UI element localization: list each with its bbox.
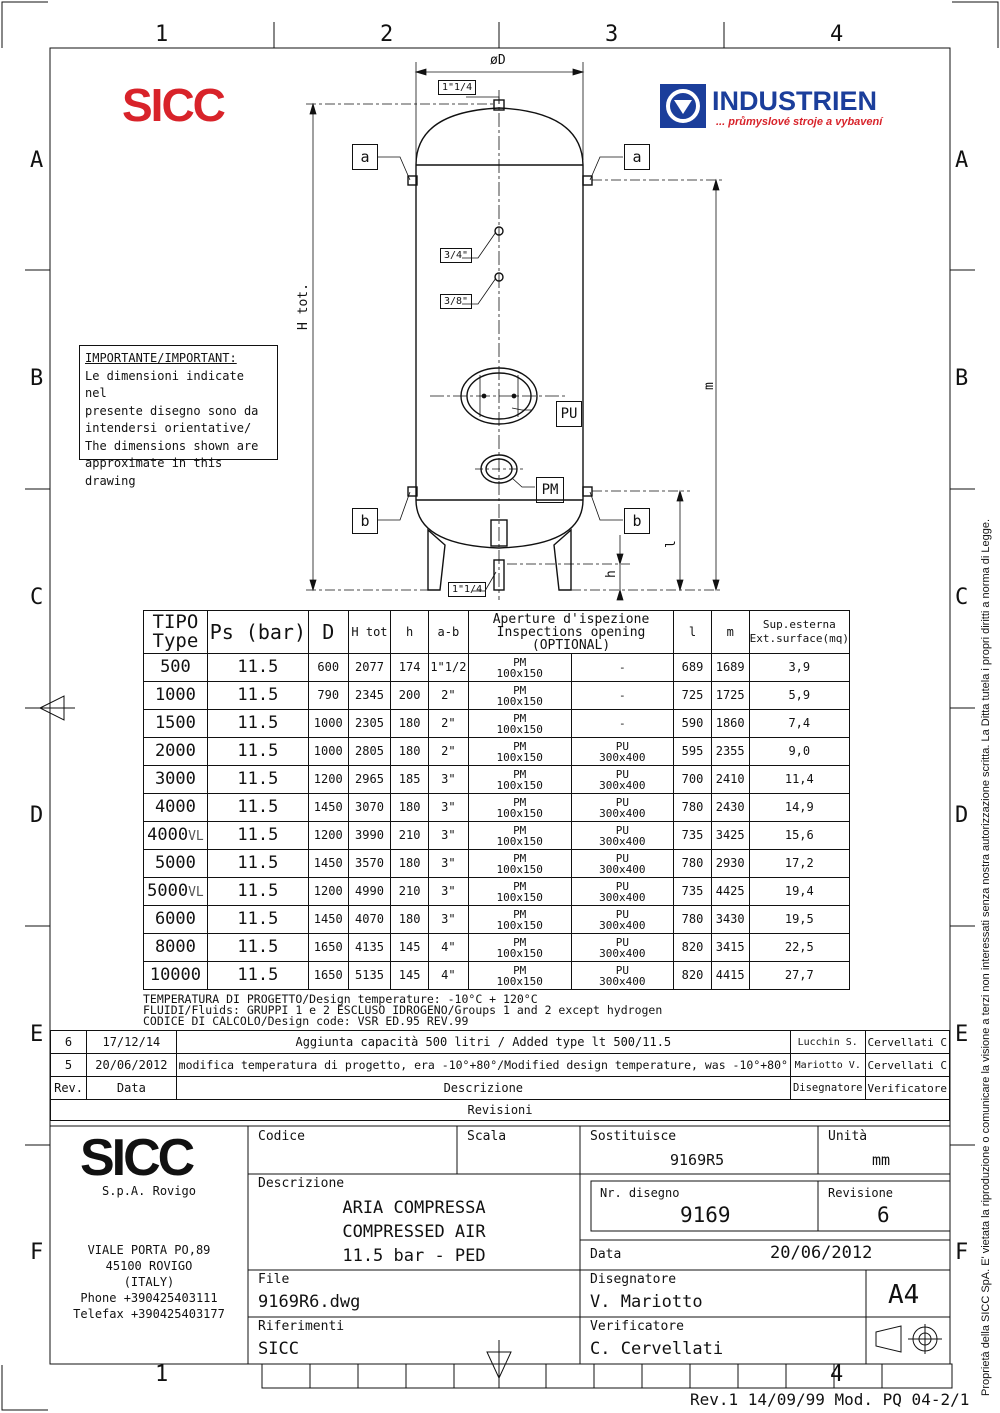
cell-surf: 27,7 (749, 962, 849, 990)
company-subtitle: S.p.A. Rovigo (102, 1184, 196, 1198)
dim-h-tot: H tot. (296, 283, 311, 330)
header-ps: Ps (bar) (207, 611, 308, 654)
company-address (50, 1242, 248, 1322)
cell-h: 174 (391, 654, 429, 682)
pm-size: 100x150 (496, 974, 543, 988)
note-line: The dimensions shown are (85, 438, 259, 453)
header-ab: a-b (428, 611, 468, 654)
pm-label: PM (513, 655, 527, 669)
pm-size: 100x150 (496, 890, 543, 904)
cell-d: 1450 (308, 906, 348, 934)
pm-label: PM (513, 739, 527, 753)
cell-l: 780 (674, 906, 712, 934)
cell-d: 600 (308, 654, 348, 682)
pu-label: PU (615, 767, 629, 781)
descrizione-line: COMPRESSED AIR (342, 1222, 486, 1242)
cell-h: 180 (391, 738, 429, 766)
address-line: VIALE PORTA PO,89 (87, 1243, 211, 1257)
design-temperature: TEMPERATURA DI PROGETTO/Design temperature: -10°C + 120°C (143, 992, 538, 1006)
row-letter-d: D (30, 803, 44, 828)
data-value: 20/06/2012 (770, 1243, 873, 1263)
type-value: 500 (160, 656, 191, 677)
pu-label: PU (615, 963, 629, 977)
cell-surf: 7,4 (749, 710, 849, 738)
col-number-2: 2 (380, 22, 394, 47)
verificatore-label: Verificatore (590, 1319, 684, 1334)
pm-label: PM (513, 879, 527, 893)
pu-size: 300x400 (599, 806, 646, 820)
pm-label: PM (513, 823, 527, 837)
cell-surf: 17,2 (749, 850, 849, 878)
pm-size: 100x150 (496, 862, 543, 876)
rev-description: Aggiunta capacità 500 litri / Added type lt 500/11.5 (176, 1031, 790, 1054)
cell-d: 1000 (308, 710, 348, 738)
sicc-logo-top: SICC (122, 79, 224, 131)
col-number-4-bottom: 4 (830, 1362, 844, 1387)
cell-ps: 11.5 (207, 934, 308, 962)
rev-checker: Cervellati C (865, 1031, 950, 1054)
cell-m: 1860 (711, 710, 749, 738)
cell-m: 2355 (711, 738, 749, 766)
cell-h: 210 (391, 878, 429, 906)
row-letter-a: A (30, 148, 44, 173)
pm-size: 100x150 (496, 918, 543, 932)
rev-number: 6 (51, 1031, 87, 1054)
revisione-value: 6 (877, 1203, 890, 1227)
pm-label: PM (513, 711, 527, 725)
pm-size: 100x150 (496, 750, 543, 764)
header-type: TIPO Type (144, 611, 208, 654)
cell-l: 820 (674, 934, 712, 962)
sostituisce-value: 9169R5 (670, 1151, 725, 1169)
pu-size: 300x400 (599, 890, 646, 904)
cell-h: 210 (391, 822, 429, 850)
col-number-3: 3 (605, 22, 619, 47)
cell-ps: 11.5 (207, 822, 308, 850)
industrien-logo-title: INDUSTRIEN (712, 86, 878, 116)
cell-ab: 3" (428, 794, 468, 822)
pm-size: 100x150 (496, 694, 543, 708)
design-code: CODICE DI CALCOLO/Design code: VSR ED.95 REV.99 (143, 1014, 469, 1028)
cell-ps: 11.5 (207, 850, 308, 878)
cell-ab: 3" (428, 766, 468, 794)
cell-m: 1725 (711, 682, 749, 710)
file-value: 9169R6.dwg (258, 1292, 361, 1312)
pm-size: 100x150 (496, 666, 543, 680)
conn-label-34: 3/4" (440, 248, 472, 263)
pu-size: 300x400 (599, 918, 646, 932)
cell-d: 1650 (308, 934, 348, 962)
pu-label: - (619, 717, 626, 730)
pu-size: 300x400 (599, 974, 646, 988)
cell-l: 735 (674, 878, 712, 906)
cell-h: 145 (391, 962, 429, 990)
cell-htot: 2965 (348, 766, 391, 794)
pm-label: PM (513, 935, 527, 949)
cell-ps: 11.5 (207, 878, 308, 906)
pu-size: 300x400 (599, 834, 646, 848)
pu-label: PU (615, 851, 629, 865)
cell-m: 3430 (711, 906, 749, 934)
row-letter-e: E (30, 1022, 44, 1047)
cell-l: 725 (674, 682, 712, 710)
note-line: approximate in this drawing (85, 456, 223, 488)
cell-htot: 3070 (348, 794, 391, 822)
cell-htot: 4135 (348, 934, 391, 962)
label-a-left: a (352, 144, 378, 170)
cell-htot: 5135 (348, 962, 391, 990)
cell-m: 4415 (711, 962, 749, 990)
rev-header-designer: Disegnatore (790, 1077, 865, 1100)
cell-m: 3425 (711, 822, 749, 850)
type-value: 8000 (154, 936, 196, 957)
cell-h: 185 (391, 766, 429, 794)
type-value: 1500 (154, 712, 196, 733)
type-value: 2000 (154, 740, 196, 761)
pu-label: PU (615, 823, 629, 837)
sicc-logo-bottom: SICC (80, 1129, 193, 1187)
pm-label: PM (513, 963, 527, 977)
header-surface: Sup.esterna Ext.surface(mq) (749, 611, 849, 654)
row-letter-a-right: A (955, 148, 969, 173)
pu-label: PU (615, 739, 629, 753)
conn-label-bottom: 1"1/4 (448, 582, 486, 597)
type-suffix: VL (188, 884, 204, 900)
cell-l: 735 (674, 822, 712, 850)
cell-l: 700 (674, 766, 712, 794)
col-number-4: 4 (830, 22, 844, 47)
cell-htot: 2077 (348, 654, 391, 682)
row-letter-c: C (30, 585, 44, 610)
row-letter-f: F (30, 1240, 44, 1265)
cell-h: 180 (391, 710, 429, 738)
note-line: Le dimensioni indicate nel (85, 368, 244, 400)
cell-m: 2930 (711, 850, 749, 878)
dim-phi-d: øD (490, 53, 506, 68)
cell-htot: 4070 (348, 906, 391, 934)
col-number-1: 1 (155, 22, 169, 47)
design-fluids: FLUIDI/Fluids: GRUPPI 1 e 2 ESCLUSO IDROGENO/Groups 1 and 2 except hydrogen (143, 1003, 663, 1017)
pm-label: PM (513, 907, 527, 921)
cell-ps: 11.5 (207, 682, 308, 710)
note-line: intendersi orientative/ (85, 421, 252, 435)
cell-m: 2430 (711, 794, 749, 822)
cell-ab: 3" (428, 850, 468, 878)
label-pm: PM (536, 477, 564, 503)
note-title: IMPORTANTE/IMPORTANT: (85, 351, 237, 365)
footer-module: Rev.1 14/09/99 Mod. PQ 04-2/1 (690, 1390, 970, 1409)
type-value: 1000 (154, 684, 196, 705)
type-value: 5000 (147, 880, 189, 901)
cell-l: 595 (674, 738, 712, 766)
cell-surf: 22,5 (749, 934, 849, 962)
cell-h: 145 (391, 934, 429, 962)
pu-label: PU (615, 935, 629, 949)
cell-l: 689 (674, 654, 712, 682)
cell-d: 1200 (308, 822, 348, 850)
cell-htot: 3570 (348, 850, 391, 878)
type-value: 3000 (154, 768, 196, 789)
descrizione-line: 11.5 bar - PED (342, 1246, 486, 1266)
cell-h: 180 (391, 850, 429, 878)
cell-d: 790 (308, 682, 348, 710)
pu-size: 300x400 (599, 946, 646, 960)
header-inspection: Aperture d'ispezione Inspections opening (OPTIONAL) (468, 611, 673, 654)
rev-header-rev: Rev. (51, 1077, 87, 1100)
sostituisce-label: Sostituisce (590, 1129, 677, 1144)
pm-label: PM (513, 767, 527, 781)
disegnatore-value: V. Mariotto (590, 1292, 703, 1312)
pm-size: 100x150 (496, 834, 543, 848)
header-h: h (391, 611, 429, 654)
cell-l: 820 (674, 962, 712, 990)
row-letter-b-right: B (955, 366, 969, 391)
rev-header-date: Data (87, 1077, 177, 1100)
cell-h: 180 (391, 906, 429, 934)
pu-label: - (619, 689, 626, 702)
format-value: A4 (888, 1280, 920, 1310)
cell-htot: 4990 (348, 878, 391, 906)
dim-m: m (702, 382, 717, 390)
col-number-1-bottom: 1 (155, 1362, 169, 1387)
cell-htot: 2305 (348, 710, 391, 738)
dim-l: l (664, 540, 679, 548)
industrien-logo-tagline: ... průmyslové stroje a vybavení (716, 116, 883, 128)
header-htot: H tot (348, 611, 391, 654)
pu-size: 300x400 (599, 862, 646, 876)
address-line: Phone +390425403111 (80, 1291, 218, 1305)
pu-size: 300x400 (599, 778, 646, 792)
type-value: 5000 (154, 852, 196, 873)
cell-surf: 14,9 (749, 794, 849, 822)
cell-l: 780 (674, 850, 712, 878)
address-line: 45100 ROVIGO (105, 1259, 193, 1273)
label-pu: PU (556, 401, 582, 427)
pu-size: 300x400 (599, 750, 646, 764)
pm-label: PM (513, 851, 527, 865)
cell-ab: 3" (428, 822, 468, 850)
pm-size: 100x150 (496, 946, 543, 960)
note-line: presente disegno sono da (85, 403, 259, 418)
cell-ab: 1"1/2 (428, 654, 468, 682)
cell-ps: 11.5 (207, 962, 308, 990)
cell-htot: 2805 (348, 738, 391, 766)
pm-size: 100x150 (496, 722, 543, 736)
row-letter-c-right: C (955, 585, 969, 610)
row-letter-f-right: F (955, 1240, 969, 1265)
cell-ab: 3" (428, 906, 468, 934)
cell-ps: 11.5 (207, 766, 308, 794)
header-l: l (674, 611, 712, 654)
rev-designer: Lucchin S. (790, 1031, 865, 1054)
label-b-left: b (352, 508, 378, 534)
rev-number: 5 (51, 1054, 87, 1077)
cell-ps: 11.5 (207, 794, 308, 822)
cell-m: 3415 (711, 934, 749, 962)
cell-l: 780 (674, 794, 712, 822)
descrizione-label: Descrizione (258, 1176, 345, 1191)
file-label: File (258, 1272, 290, 1287)
verificatore-value: C. Cervellati (590, 1339, 724, 1359)
type-value: 4000 (154, 796, 196, 817)
cell-htot: 2345 (348, 682, 391, 710)
cell-h: 180 (391, 794, 429, 822)
pm-label: PM (513, 683, 527, 697)
nr-disegno-value: 9169 (680, 1203, 731, 1227)
label-b-right: b (624, 508, 650, 534)
scala-label: Scala (467, 1129, 507, 1144)
cell-m: 4425 (711, 878, 749, 906)
cell-surf: 3,9 (749, 654, 849, 682)
address-line: Telefax +390425403177 (73, 1307, 225, 1321)
cell-d: 1450 (308, 850, 348, 878)
cell-m: 1689 (711, 654, 749, 682)
cell-surf: 11,4 (749, 766, 849, 794)
disegnatore-label: Disegnatore (590, 1272, 677, 1287)
rev-description: modifica temperatura di progetto, era -10°+80°/Modified design temperature, was -10°+80° (176, 1054, 790, 1077)
address-line: (ITALY) (123, 1275, 175, 1289)
pm-size: 100x150 (496, 778, 543, 792)
riferimenti-label: Riferimenti (258, 1319, 345, 1334)
row-letter-b: B (30, 366, 44, 391)
cell-ab: 2" (428, 738, 468, 766)
pu-label: PU (615, 795, 629, 809)
pu-label: PU (615, 907, 629, 921)
rev-checker: Cervellati C (865, 1054, 950, 1077)
pu-label: - (619, 661, 626, 674)
cell-ab: 4" (428, 962, 468, 990)
row-letter-d-right: D (955, 803, 969, 828)
rev-header-checker: Verificatore (865, 1077, 950, 1100)
cell-surf: 19,5 (749, 906, 849, 934)
cell-ab: 2" (428, 710, 468, 738)
cell-surf: 9,0 (749, 738, 849, 766)
cell-ab: 3" (428, 878, 468, 906)
revisione-label: Revisione (828, 1186, 894, 1200)
type-value: 6000 (154, 908, 196, 929)
cell-ps: 11.5 (207, 906, 308, 934)
cell-surf: 5,9 (749, 682, 849, 710)
rev-date: 17/12/14 (87, 1031, 177, 1054)
nr-disegno-label: Nr. disegno (600, 1186, 680, 1200)
type-suffix: VL (188, 828, 204, 844)
rev-date: 20/06/2012 (87, 1054, 177, 1077)
type-value: 10000 (149, 964, 202, 985)
cell-l: 590 (674, 710, 712, 738)
conn-label-38: 3/8" (440, 294, 472, 309)
row-letter-e-right: E (955, 1022, 969, 1047)
cell-d: 1200 (308, 766, 348, 794)
cell-d: 1000 (308, 738, 348, 766)
cell-ps: 11.5 (207, 710, 308, 738)
cell-surf: 19,4 (749, 878, 849, 906)
cell-h: 200 (391, 682, 429, 710)
ownership-note: Proprietà della SICC SpA. E' vietata la riproduzione o comunicare la visione a terzi non interessati senza nostra autorizzazione scritta. La Ditta tutela i propri diritti a norma di Legge. (980, 518, 992, 1396)
codice-label: Codice (258, 1129, 305, 1144)
descrizione-line: ARIA COMPRESSA (342, 1198, 486, 1218)
cell-ab: 4" (428, 934, 468, 962)
descrizione-value (248, 1196, 580, 1268)
label-a-right: a (624, 144, 650, 170)
header-m: m (711, 611, 749, 654)
conn-label-top: 1"1/4 (438, 80, 476, 95)
cell-surf: 15,6 (749, 822, 849, 850)
unita-value: mm (872, 1151, 891, 1169)
cell-d: 1650 (308, 962, 348, 990)
unita-label: Unità (828, 1129, 868, 1144)
rev-header-desc: Descrizione (176, 1077, 790, 1100)
rev-designer: Mariotto V. (790, 1054, 865, 1077)
riferimenti-value: SICC (258, 1339, 299, 1359)
type-value: 4000 (147, 824, 189, 845)
cell-d: 1450 (308, 794, 348, 822)
cell-d: 1200 (308, 878, 348, 906)
cell-htot: 3990 (348, 822, 391, 850)
pm-size: 100x150 (496, 806, 543, 820)
dim-h: h (604, 570, 619, 578)
revisions-title: Revisioni (51, 1100, 950, 1121)
cell-ab: 2" (428, 682, 468, 710)
cell-m: 2410 (711, 766, 749, 794)
cell-ps: 11.5 (207, 654, 308, 682)
cell-ps: 11.5 (207, 738, 308, 766)
header-d: D (308, 611, 348, 654)
pu-label: PU (615, 879, 629, 893)
pm-label: PM (513, 795, 527, 809)
data-label: Data (590, 1247, 622, 1262)
